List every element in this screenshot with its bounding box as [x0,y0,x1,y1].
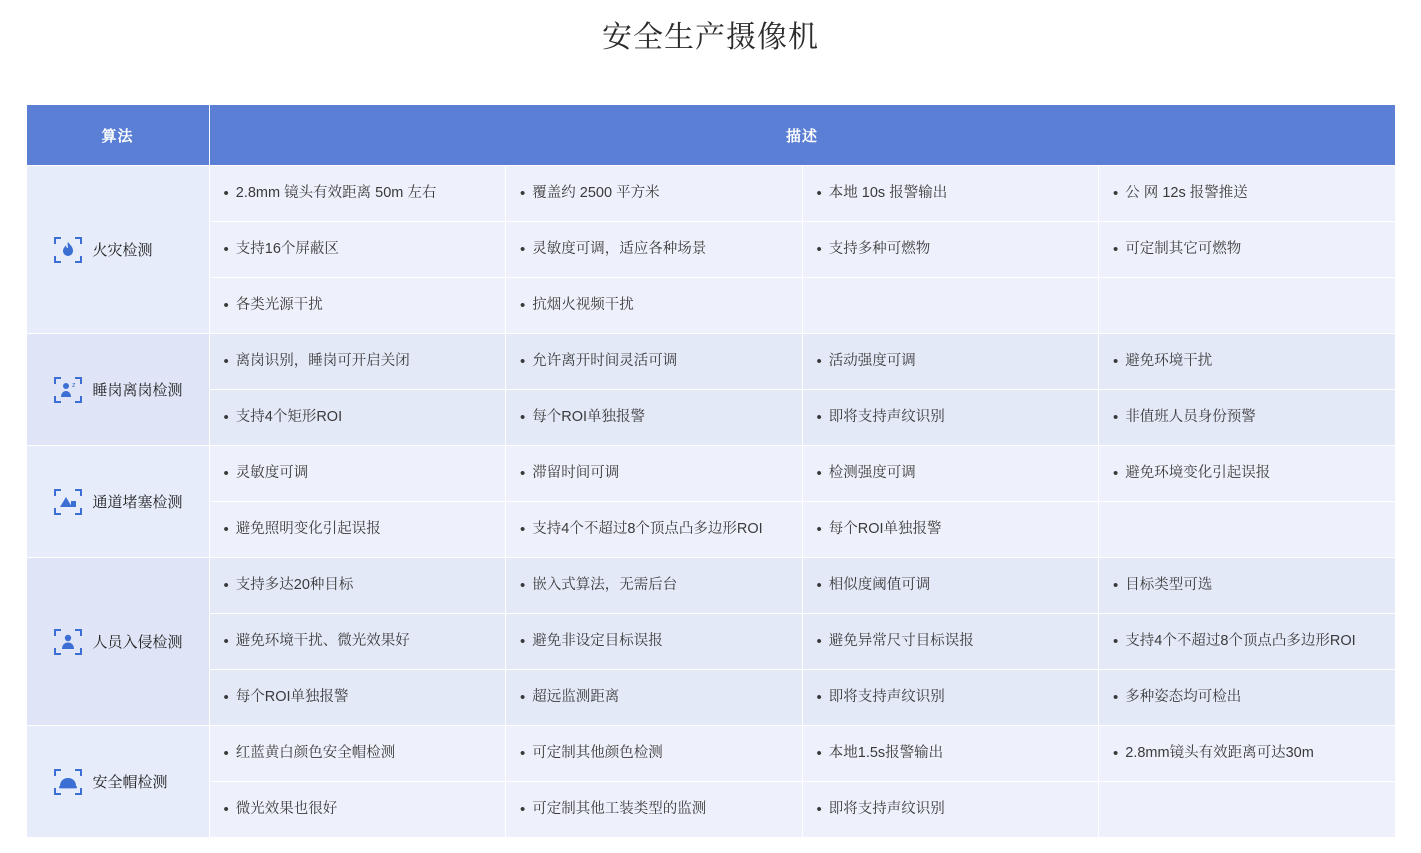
bullet-icon: • [816,464,822,482]
sleeping-post-detection-icon [53,375,83,405]
bullet-icon: • [816,576,822,594]
bullet-icon: • [223,688,229,706]
feature-cell [1099,166,1396,222]
table-row [26,222,1395,278]
svg-text:z: z [71,381,75,389]
bullet-icon: • [1113,184,1119,202]
feature-text: 2.8mm 镜头有效距离 50m 左右 [235,184,437,201]
feature-cell [1099,334,1396,390]
algorithm-name-cell [26,558,209,726]
algorithm-table [26,104,1396,838]
bullet-icon: • [223,520,229,538]
column-header-description: 描述 [209,105,1395,166]
feature-text: 本地1.5s报警输出 [828,744,944,761]
bullet-icon: • [816,408,822,426]
fire-detection-icon [53,235,83,265]
table-row [26,502,1395,558]
empty-cell [802,278,1099,334]
channel-blockage-detection-icon [53,487,83,517]
table-row [26,670,1395,726]
feature-text: 滞留时间可调 [532,464,620,481]
bullet-icon: • [1113,240,1119,258]
feature-cell [506,166,803,222]
feature-cell [802,390,1099,446]
bullet-icon: • [520,520,526,538]
algorithm-label: 火灾检测 [92,242,153,259]
feature-text: 避免环境干扰 [1125,352,1213,369]
feature-cell [802,334,1099,390]
bullet-icon: • [520,352,526,370]
feature-text: 即将支持声纹识别 [828,688,945,705]
feature-text: 离岗识别，睡岗可开启关闭 [235,352,410,369]
empty-cell [1099,502,1396,558]
feature-text: 覆盖约 2500 平方米 [532,184,660,201]
feature-text: 检测强度可调 [828,464,916,481]
bullet-icon: • [1113,632,1119,650]
bullet-icon: • [223,184,229,202]
feature-text: 可定制其他颜色检测 [532,744,663,761]
bullet-icon: • [223,744,229,762]
feature-text: 即将支持声纹识别 [828,408,945,425]
feature-text: 公 网 12s 报警推送 [1125,184,1248,201]
bullet-icon: • [520,464,526,482]
feature-cell [209,446,506,502]
feature-text: 微光效果也很好 [235,800,338,817]
bullet-icon: • [520,184,526,202]
table-row [26,390,1395,446]
feature-cell [506,726,803,782]
bullet-icon: • [816,800,822,818]
feature-cell [506,390,803,446]
algorithm-name-cell [26,166,209,334]
feature-text: 本地 10s 报警输出 [828,184,948,201]
feature-text: 每个ROI单独报警 [532,408,646,425]
bullet-icon: • [520,632,526,650]
bullet-icon: • [1113,744,1119,762]
table-row [26,334,1395,390]
feature-text: 相似度阈值可调 [828,576,931,593]
feature-cell [506,278,803,334]
algorithm-label: 人员入侵检测 [92,634,183,651]
feature-text: 避免非设定目标误报 [532,632,663,649]
feature-text: 非值班人员身份预警 [1125,408,1256,425]
feature-cell [506,670,803,726]
table-row [26,726,1395,782]
column-header-algorithm: 算法 [26,105,209,166]
bullet-icon: • [816,184,822,202]
bullet-icon: • [520,408,526,426]
bullet-icon: • [816,520,822,538]
bullet-icon: • [816,688,822,706]
feature-cell [209,614,506,670]
feature-cell [506,558,803,614]
bullet-icon: • [223,296,229,314]
feature-text: 支持4个不超过8个顶点凸多边形ROI [532,520,763,537]
bullet-icon: • [816,352,822,370]
bullet-icon: • [520,800,526,818]
algorithm-name-cell [26,446,209,558]
table-header-row [26,105,1395,166]
algorithm-label: 睡岗离岗检测 [92,382,183,399]
feature-text: 每个ROI单独报警 [828,520,942,537]
empty-cell [1099,782,1396,838]
feature-text: 灵敏度可调 [235,464,309,481]
bullet-icon: • [520,296,526,314]
feature-cell [209,726,506,782]
bullet-icon: • [223,576,229,594]
table-row [26,278,1395,334]
empty-cell [1099,278,1396,334]
bullet-icon: • [223,352,229,370]
feature-cell [1099,726,1396,782]
feature-cell [802,166,1099,222]
feature-text: 即将支持声纹识别 [828,800,945,817]
feature-cell [802,222,1099,278]
table-row [26,614,1395,670]
feature-cell [802,614,1099,670]
feature-cell [209,390,506,446]
feature-text: 红蓝黄白颜色安全帽检测 [235,744,396,761]
algorithm-name-cell [26,334,209,446]
feature-text: 允许离开时间灵活可调 [532,352,678,369]
feature-cell [802,502,1099,558]
bullet-icon: • [223,240,229,258]
feature-cell [1099,614,1396,670]
feature-cell [209,222,506,278]
feature-cell [209,278,506,334]
table-body [26,166,1395,838]
table-row [26,782,1395,838]
feature-cell [1099,390,1396,446]
bullet-icon: • [520,576,526,594]
bullet-icon: • [1113,576,1119,594]
feature-text: 避免异常尺寸目标误报 [828,632,974,649]
feature-cell [209,558,506,614]
feature-text: 目标类型可选 [1125,576,1213,593]
algorithm-name-cell [26,726,209,838]
feature-cell [1099,222,1396,278]
bullet-icon: • [816,240,822,258]
feature-cell [506,502,803,558]
feature-text: 支持多达20种目标 [235,576,354,593]
algorithm-label: 通道堵塞检测 [92,494,183,511]
feature-cell [209,670,506,726]
intrusion-detection-icon [53,627,83,657]
bullet-icon: • [520,744,526,762]
feature-text: 可定制其他工装类型的监测 [532,800,707,817]
feature-cell [1099,558,1396,614]
feature-cell [506,446,803,502]
feature-text: 每个ROI单独报警 [235,688,349,705]
table-row [26,166,1395,222]
bullet-icon: • [1113,688,1119,706]
page-title: 安全生产摄像机 [602,21,819,54]
feature-cell [802,782,1099,838]
feature-text: 2.8mm镜头有效距离可达30m [1125,744,1314,761]
feature-cell [209,334,506,390]
bullet-icon: • [1113,408,1119,426]
bullet-icon: • [520,240,526,258]
feature-text: 活动强度可调 [828,352,916,369]
table-row [26,558,1395,614]
feature-text: 可定制其它可燃物 [1125,240,1242,257]
feature-text: 避免照明变化引起误报 [235,520,381,537]
bullet-icon: • [1113,352,1119,370]
bullet-icon: • [816,632,822,650]
feature-cell [506,782,803,838]
feature-cell [802,558,1099,614]
feature-cell [802,726,1099,782]
feature-text: 各类光源干扰 [235,296,323,313]
feature-text: 超远监测距离 [532,688,620,705]
feature-text: 支持多种可燃物 [828,240,931,257]
feature-cell [802,670,1099,726]
feature-text: 避免环境干扰、微光效果好 [235,632,410,649]
algorithm-table-container [26,104,1396,838]
feature-cell [209,782,506,838]
bullet-icon: • [1113,464,1119,482]
bullet-icon: • [223,464,229,482]
algorithm-label: 安全帽检测 [92,774,168,791]
feature-cell [209,166,506,222]
bullet-icon: • [223,632,229,650]
helmet-detection-icon [53,767,83,797]
table-row [26,446,1395,502]
bullet-icon: • [223,800,229,818]
feature-text: 多种姿态均可检出 [1125,688,1242,705]
bullet-icon: • [816,744,822,762]
feature-text: 抗烟火视频干扰 [532,296,634,313]
feature-cell [802,446,1099,502]
bullet-icon: • [520,688,526,706]
feature-text: 支持4个不超过8个顶点凸多边形ROI [1125,632,1356,649]
feature-cell [1099,670,1396,726]
feature-cell [506,334,803,390]
feature-cell [209,502,506,558]
feature-text: 嵌入式算法，无需后台 [532,576,678,593]
feature-cell [1099,446,1396,502]
table-head [26,105,1395,166]
feature-text: 支持16个屏蔽区 [235,240,339,257]
bullet-icon: • [223,408,229,426]
feature-cell [506,614,803,670]
feature-text: 灵敏度可调，适应各种场景 [532,240,707,257]
feature-text: 避免环境变化引起误报 [1125,464,1271,481]
feature-text: 支持4个矩形ROI [235,408,343,425]
feature-cell [506,222,803,278]
